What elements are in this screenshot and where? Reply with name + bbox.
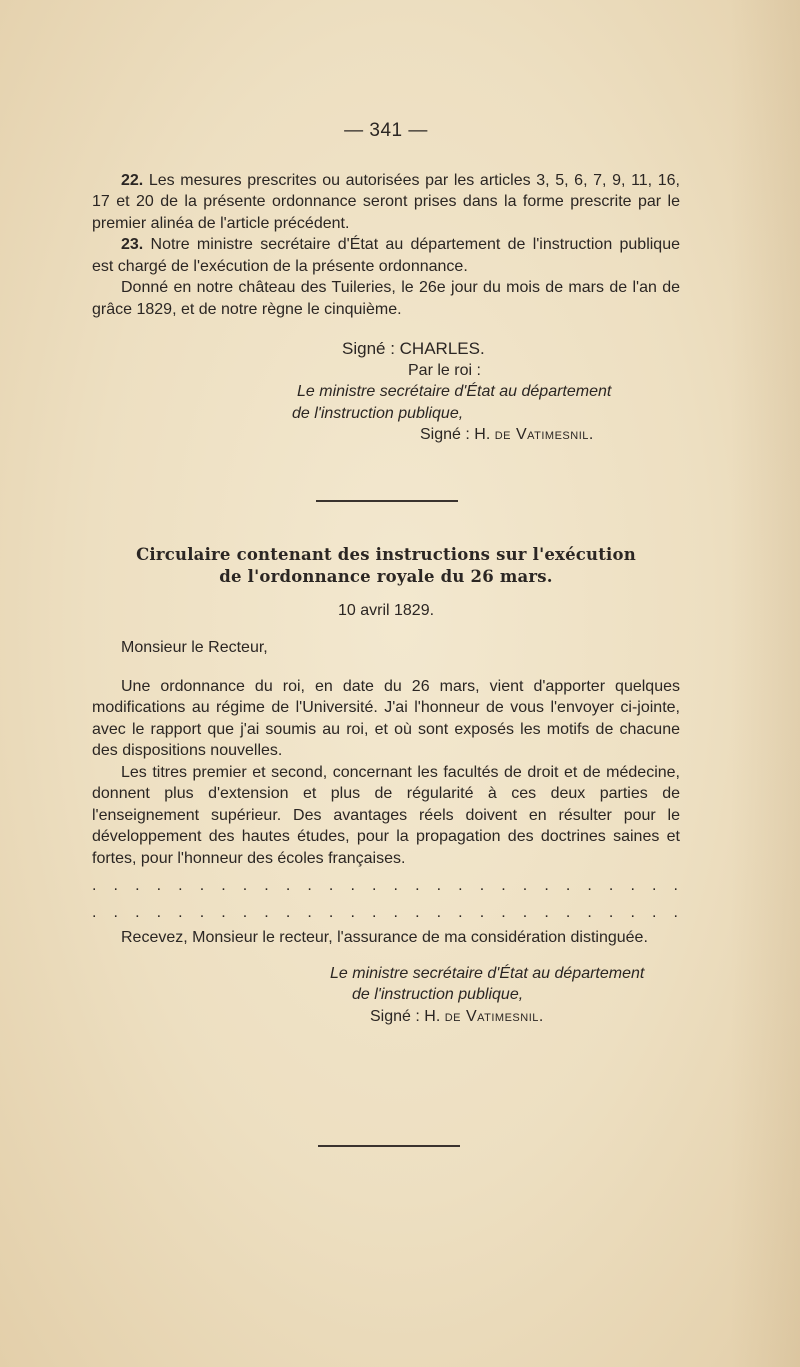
- closing-paragraph: Recevez, Monsieur le recteur, l'assurance de ma considération distinguée.: [121, 929, 648, 946]
- signed-prefix: Signé : H.: [420, 426, 491, 443]
- end-divider: [318, 1145, 460, 1147]
- article-number: 22.: [121, 171, 144, 189]
- salutation: Monsieur le Recteur,: [121, 639, 268, 656]
- section-divider: [316, 500, 458, 502]
- signed-name: de Vatimesnil.: [444, 1007, 544, 1025]
- minister-title-line2: de l'instruction publique,: [352, 986, 524, 1003]
- given-at-paragraph: Donné en notre château des Tuileries, le 26e jour du mois de mars de l'an de grâce 1829, et de notre règne le cinquième.: [92, 279, 680, 318]
- article-text: Les mesures prescrites ou autorisées par les articles 3, 5, 6, 7, 9, 11, 16, 17 et 20 de la présente ordonnance seront prises dans la forme prescrite par le premier alinéa de l'article précédent.: [92, 171, 680, 232]
- circular-heading: [92, 544, 680, 588]
- page-edge-shading: [730, 0, 800, 1367]
- article-22: [92, 170, 680, 235]
- minister-title-line1: Le ministre secrétaire d'État au département: [330, 964, 645, 982]
- article-text: Notre ministre secrétaire d'État au département de l'instruction publique est chargé de l'exécution de la présente ordonnance.: [92, 236, 680, 275]
- heading-line-2: de l'ordonnance royale du 26 mars.: [219, 566, 553, 586]
- article-23: [92, 234, 680, 277]
- ellipsis-row: . . . . . . . . . . . . . . . . . . . . . . . . . . . .: [92, 904, 680, 921]
- paragraph-1: Une ordonnance du roi, en date du 26 mars, vient d'apporter quelques modifications au régime de l'Université. J'ai l'honneur de vous l'envoyer ci-jointe, avec le rapport que j'ai soumis au roi, et où sont exposés les motifs de chacune des dispositions nouvelles.: [92, 677, 680, 759]
- by-the-king: Par le roi :: [408, 361, 481, 379]
- circular-date: 10 avril 1829.: [337, 601, 435, 619]
- page-content: [92, 120, 680, 1147]
- minister-title-line1: Le ministre secrétaire d'État au département: [297, 383, 612, 400]
- page-number: — 341 —: [344, 120, 428, 141]
- king-signature: Signé : CHARLES.: [342, 339, 485, 358]
- signed-prefix: Signé : H.: [370, 1007, 441, 1025]
- ellipsis-row: . . . . . . . . . . . . . . . . . . . . . . . . . . . .: [92, 877, 680, 894]
- minister-signature: [420, 424, 680, 446]
- paragraph-2: Les titres premier et second, concernant les facultés de droit et de médecine, donnent plus d'extension et plus de régularité à ces deux parties de l'enseignement supérieur. Des avantages réels doivent en résulter pour le développement des hautes études, pour la propagation des doctrines saines et fortes, pour l'honneur des écoles françaises.: [92, 763, 680, 867]
- heading-line-1: Circulaire contenant des instructions sur l'exécution: [136, 544, 636, 564]
- minister-title-line2: de l'instruction publique,: [292, 404, 464, 422]
- article-number: 23.: [121, 236, 144, 253]
- minister-signature: [370, 1006, 680, 1028]
- signed-name: de Vatimesnil.: [494, 426, 594, 443]
